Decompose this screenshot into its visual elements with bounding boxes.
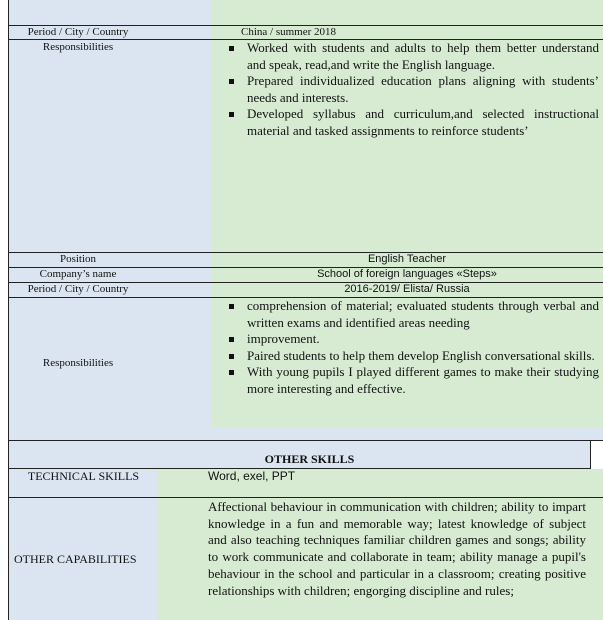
job1-period-value bbox=[211, 25, 603, 39]
job1-responsibilities-cell bbox=[211, 39, 603, 252]
job2-position-label: Position bbox=[8, 252, 148, 267]
spacer-row-left bbox=[8, 427, 75, 441]
top-value-cell bbox=[211, 0, 603, 25]
list-item: Prepared individualized education plans aligning with students’ needs and interests. bbox=[211, 73, 599, 106]
job2-responsibilities-cell bbox=[211, 297, 603, 428]
list-item: With young pupils I played different games to make their studying more interesting and effective. bbox=[211, 364, 599, 397]
job2-period-value: 2016-2019/ Elista/ Russia bbox=[211, 282, 603, 297]
job1-responsibilities-label: Responsibilities bbox=[8, 39, 148, 252]
other-capabilities-label-cell bbox=[8, 498, 159, 620]
job2-company-spacer bbox=[147, 267, 212, 282]
technical-skills-value: Word, exel, PPT bbox=[208, 469, 296, 483]
technical-skills-value-cell bbox=[158, 469, 603, 498]
other-skills-header bbox=[8, 441, 591, 469]
list-item: Paired students to help them develop English conversational skills. bbox=[211, 348, 599, 365]
other-capabilities-label: OTHER CAPABILITIES bbox=[14, 551, 137, 566]
job2-position-spacer bbox=[147, 252, 212, 267]
job2-period-spacer bbox=[147, 282, 212, 297]
other-capabilities-text: Affectional behaviour in communication with children; ability to impart knowledge in a fun and memorable way; latest knowledge of subject and also teaching techniques familiar children games and songs; ability to work communicate and collaborate in team; ability manage a pupil's behaviour in the school and particular in a classroom; creating positive relationships with children; engorging discipline and rules; bbox=[208, 499, 586, 598]
job1-period-text: China / summer 2018 bbox=[241, 26, 337, 38]
job1-period-spacer bbox=[147, 25, 212, 39]
other-skills-title: OTHER SKILLS bbox=[264, 452, 355, 466]
job2-period-label: Period / City / Country bbox=[8, 282, 148, 297]
job2-company-label: Company’s name bbox=[8, 267, 148, 282]
job2-responsibilities-label-text: Responsibilities bbox=[42, 356, 114, 369]
job2-responsibilities-spacer bbox=[147, 297, 212, 428]
job1-responsibilities-spacer bbox=[147, 39, 212, 252]
job1-responsibilities-list bbox=[211, 40, 599, 139]
list-item: Worked with students and adults to help them better understand and speak, read,and write the English language. bbox=[211, 40, 599, 73]
technical-skills-label: TECHNICAL SKILLS bbox=[27, 469, 140, 483]
job2-responsibilities-label bbox=[8, 297, 148, 428]
list-item: Developed syllabus and curriculum,and selected instructional material and tasked assignments to reinforce students’ bbox=[211, 106, 599, 139]
list-item: improvement. bbox=[211, 331, 599, 348]
top-label-cell bbox=[8, 0, 148, 25]
job2-company-value: School of foreign languages «Steps» bbox=[211, 267, 603, 282]
job2-responsibilities-list bbox=[211, 298, 599, 397]
spacer-row-right bbox=[74, 427, 603, 441]
list-item: comprehension of material; evaluated students through verbal and written exams and identified areas needing bbox=[211, 298, 599, 331]
top-spacer-cell bbox=[147, 0, 212, 25]
other-capabilities-value-cell bbox=[158, 498, 603, 620]
technical-skills-label-cell bbox=[8, 469, 159, 498]
job2-position-value: English Teacher bbox=[211, 252, 603, 267]
job1-period-label: Period / City / Country bbox=[8, 25, 148, 39]
